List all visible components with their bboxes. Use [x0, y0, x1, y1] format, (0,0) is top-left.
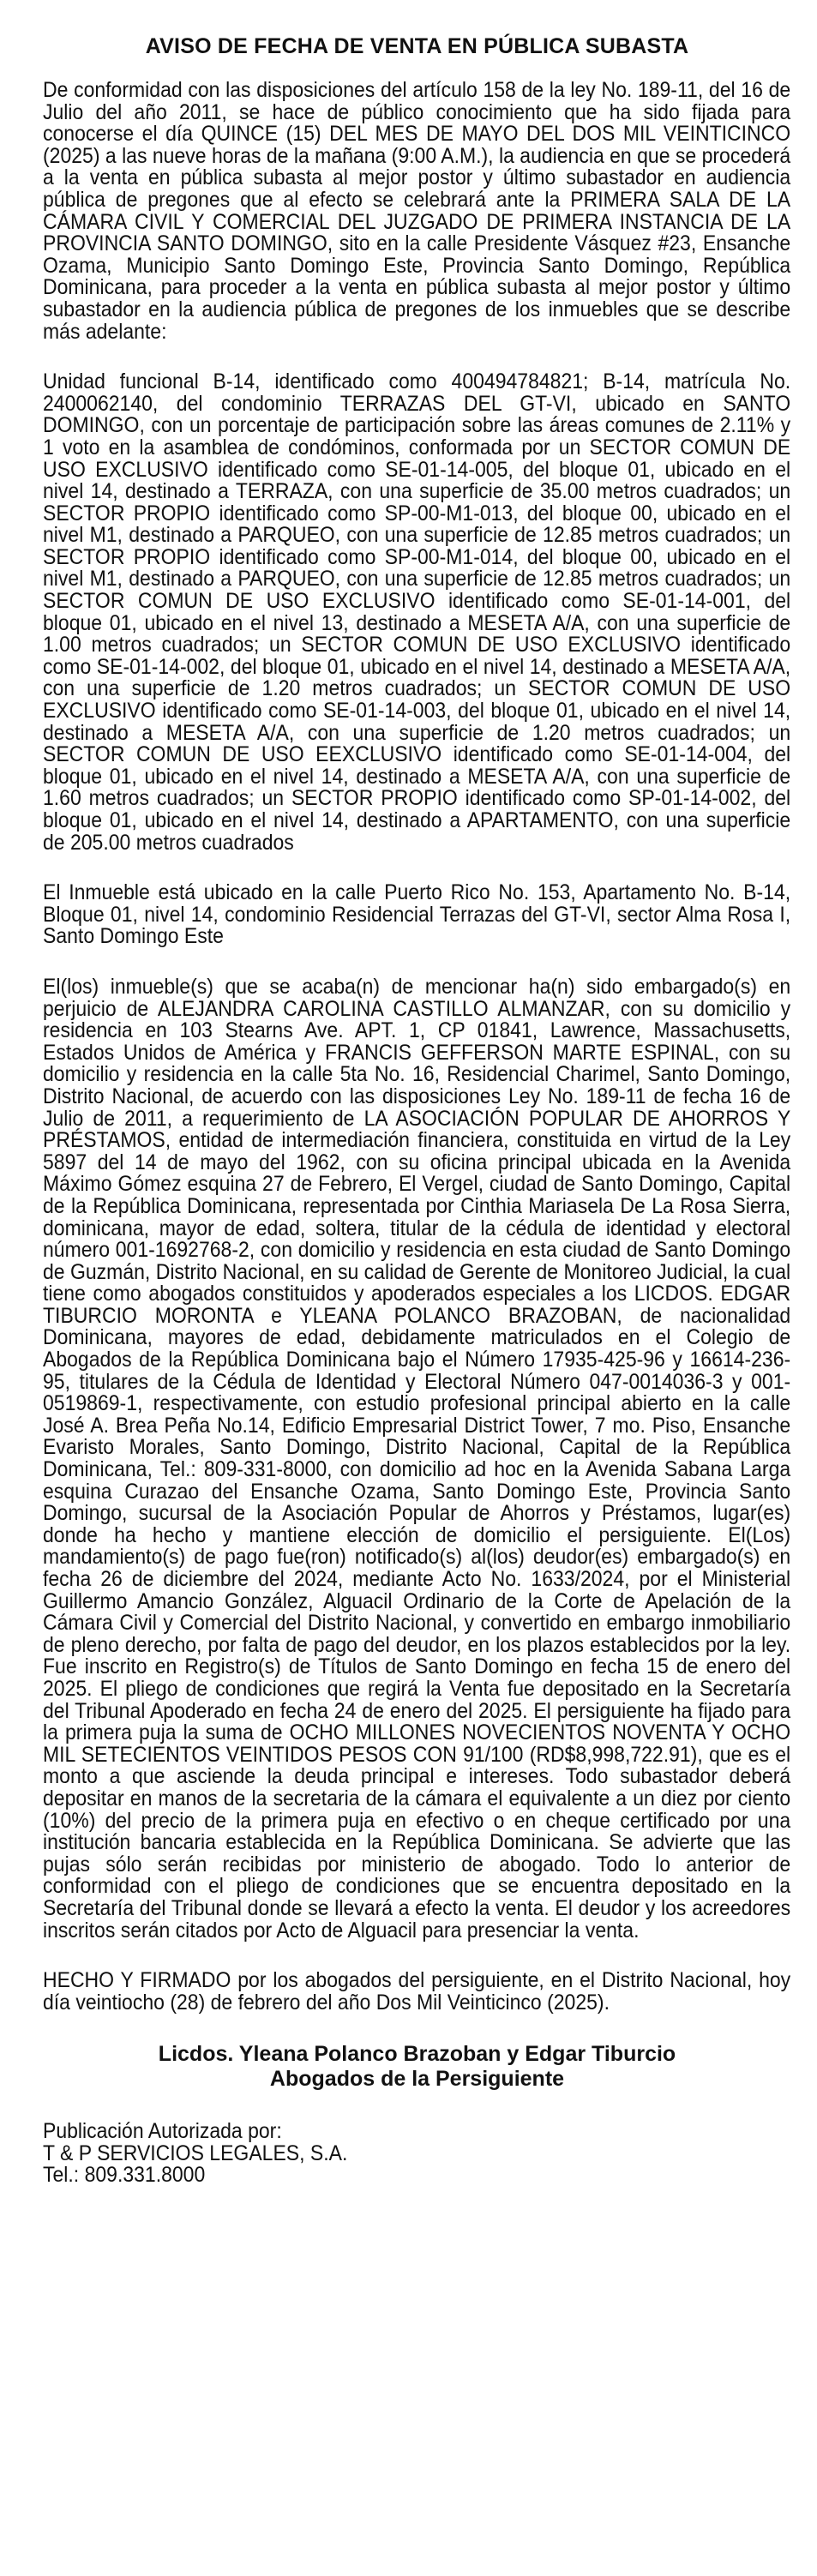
publication-company: T & P SERVICIOS LEGALES, S.A. — [43, 2141, 348, 2165]
signers-names: Licdos. Yleana Polanco Brazoban y Edgar Tiburcio — [158, 2042, 676, 2067]
publication-phone: Tel.: 809.331.8000 — [43, 2163, 206, 2188]
intro-paragraph: De conformidad con las disposiciones del artículo 158 de la ley No. 189-11, del 16 de Julio del año 2011, se hace de público conocimiento que ha sido fijada para conocerse el día QUINCE (15) DEL MES DE MAYO DEL DOS MIL VEINTICINCO (2025) a las nueve horas de la mañana (9:00 A.M.), la audiencia en que se procederá a la venta en pública subasta al mejor postor y último subastador en audiencia pública de pregones que al efecto se celebrará ante la PRIMERA SALA DE LA CÁMARA CIVIL Y COMERCIAL DEL JUZGADO DE PRIMERA INSTANCIA DE LA PROVINCIA SANTO DOMINGO, sito en la calle Presidente Vásquez #23, Ensanche Ozama, Municipio Santo Domingo Este, Provincia Santo Domingo, República Dominicana, para proceder a la venta en pública subasta al mejor postor y último subastador en la audiencia pública de pregones de los inmuebles que se describe más adelante: — [43, 78, 791, 344]
signers-role: Abogados de la Persiguiente — [269, 2067, 565, 2092]
signers-block — [43, 2042, 791, 2092]
property-description-paragraph: Unidad funcional B-14, identificado como 400494784821; B-14, matrícula No. 2400062140, del condominio TERRAZAS DEL GT-VI, ubicado en SANTO DOMINGO, con un porcentaje de participación sobre las áreas comunes de 2.11% y 1 voto en la asamblea de condóminos, conformada por un SECTOR COMUN DE USO EXCLUSIVO identificado como SE-01-14-005, del bloque 01, ubicado en el nivel 14, destinado a TERRAZA, con una superficie de 35.00 metros cuadrados; un SECTOR PROPIO identificado como SP-00-M1-013, del bloque 00, ubicado en el nivel M1, destinado a PARQUEO, con una superficie de 12.85 metros cuadrados; un SECTOR PROPIO identificado como SP-00-M1-014, del bloque 00, ubicado en el nivel M1, destinado a PARQUEO, con una superficie de 12.85 metros cuadrados; un SECTOR COMUN DE USO EXCLUSIVO identificado como SE-01-14-001, del bloque 01, ubicado en el nivel 13, destinado a MESETA A/A, con una superficie de 1.00 metros cuadrados; un SECTOR COMUN DE USO EXCLUSIVO identificado como SE-01-14-002, del bloque 01, ubicado en el nivel 14, destinado a MESETA A/A, con una superficie de 1.20 metros cuadrados; un SECTOR COMUN DE USO EXCLUSIVO identificado como SE-01-14-003, del bloque 01, ubicado en el nivel 14, destinado a MESETA A/A, con una superficie de 1.20 metros cuadrados; un SECTOR COMUN DE USO EEXCLUSIVO identificado como SE-01-14-004, del bloque 01, ubicado en el nivel 14, destinado a MESETA A/A, con una superficie de 1.60 metros cuadrados; un SECTOR PROPIO identificado como SP-01-14-002, del bloque 01, ubicado en el nivel 14, destinado a APARTAMENTO, con una superficie de 205.00 metros cuadrados — [43, 369, 791, 855]
publication-authorized: Publicación Autorizada por: — [43, 2119, 282, 2144]
signed-statement-paragraph: HECHO Y FIRMADO por los abogados del persiguiente, en el Distrito Nacional, hoy día veintiocho (28) de febrero del año Dos Mil Veinticinco (2025). — [43, 1968, 791, 2015]
property-location-paragraph: El Inmueble está ubicado en la calle Puerto Rico No. 153, Apartamento No. B-14, Bloque 01, nivel 14, condominio Residencial Terrazas del GT-VI, sector Alma Rosa I, Santo Domingo Este — [43, 880, 791, 949]
seizure-details-paragraph: El(los) inmueble(s) que se acaba(n) de mencionar ha(n) sido embargado(s) en perjuicio de ALEJANDRA CAROLINA CASTILLO ALMANZAR, con su domicilio y residencia en 103 Stearns Ave. APT. 1, CP 01841, Lawrence, Massachusetts, Estados Unidos de América y FRANCIS GEFFERSON MARTE ESPINAL, con su domicilio y residencia en la calle 5ta No. 16, Residencial Charimel, Santo Domingo, Distrito Nacional, de acuerdo con las disposiciones Ley No. 189-11 de fecha 16 de Julio de 2011, a requerimiento de LA ASOCIACIÓN POPULAR DE AHORROS Y PRÉSTAMOS, entidad de intermediación financiera, constituida en virtud de la Ley 5897 del 14 de mayo del 1962, con su oficina principal ubicada en la Avenida Máximo Gómez esquina 27 de Febrero, El Vergel, ciudad de Santo Domingo, Capital de la República Dominicana, representada por Cinthia Mariasela De La Rosa Sierra, dominicana, mayor de edad, soltera, titular de la cédula de identidad y electoral número 001-1692768-2, con domicilio y residencia en esta ciudad de Santo Domingo de Guzmán, Distrito Nacional, en su calidad de Gerente de Monitoreo Judicial, la cual tiene como abogados constituidos y apoderados especiales a los LICDOS. EDGAR TIBURCIO MORONTA e YLEANA POLANCO BRAZOBAN, de nacionalidad Dominicana, mayores de edad, debidamente matriculados en el Colegio de Abogados de la República Dominicana bajo el Número 17935-425-96 y 16614-236-95, titulares de la Cédula de Identidad y Electoral Número 047-0014036-3 y 001-0519869-1, respectivamente, con estudio profesional principal abierto en la calle José A. Brea Peña No.14, Edificio Empresarial District Tower, 7 mo. Piso, Ensanche Evaristo Morales, Santo Domingo, Distrito Nacional, Capital de la República Dominicana, Tel.: 809-331-8000, con domicilio ad hoc en la Avenida Sabana Larga esquina Curazao del Ensanche Ozama, Santo Domingo Este, Provincia Santo Domingo, sucursal de la Asociación Popular de Ahorros y Préstamos, lugar(es) donde ha hecho y mantiene elección de domicilio el persiguiente. El(Los) mandamiento(s) de pago fue(ron) notificado(s) al(los) deudor(es) embargado(s) en fecha 26 de diciembre del 2024, mediante Acto No. 1633/2024, por el Ministerial Guillermo Amancio González, Alguacil Ordinario de la Corte de Apelación de la Cámara Civil y Comercial del Distrito Nacional, y convertido en embargo inmobiliario de pleno derecho, por falta de pago del deudor, en los plazos establecidos por la ley. Fue inscrito en Registro(s) de Títulos de Santo Domingo en fecha 15 de enero del 2025. El pliego de condiciones que regirá la Venta fue depositado en la Secretaría del Tribunal Apoderado en fecha 24 de enero del 2025. El persiguiente ha fijado para la primera puja la suma de OCHO MILLONES NOVECIENTOS NOVENTA Y OCHO MIL SETECIENTOS VEINTIDOS PESOS CON 91/100 (RD$8,998,722.91), que es el monto a que asciende la deuda principal e intereses. Todo subastador deberá depositar en manos de la secretaria de la cámara el equivalente a un diez por ciento (10%) del precio de la primera puja en efectivo o en cheque certificado por una institución bancaria establecida en la República Dominicana. Se advierte que las pujas sólo serán recibidas por ministerio de abogado. Todo lo anterior de conformidad con el pliego de condiciones que se encuentra depositado en la Secretaría del Tribunal donde se llevará a efecto la venta. El deudor y los acreedores inscritos serán citados por Acto de Alguacil para presenciar la venta. — [43, 974, 791, 1943]
publication-block — [43, 2121, 731, 2187]
notice-title: AVISO DE FECHA DE VENTA EN PÚBLICA SUBASTA — [145, 34, 689, 58]
